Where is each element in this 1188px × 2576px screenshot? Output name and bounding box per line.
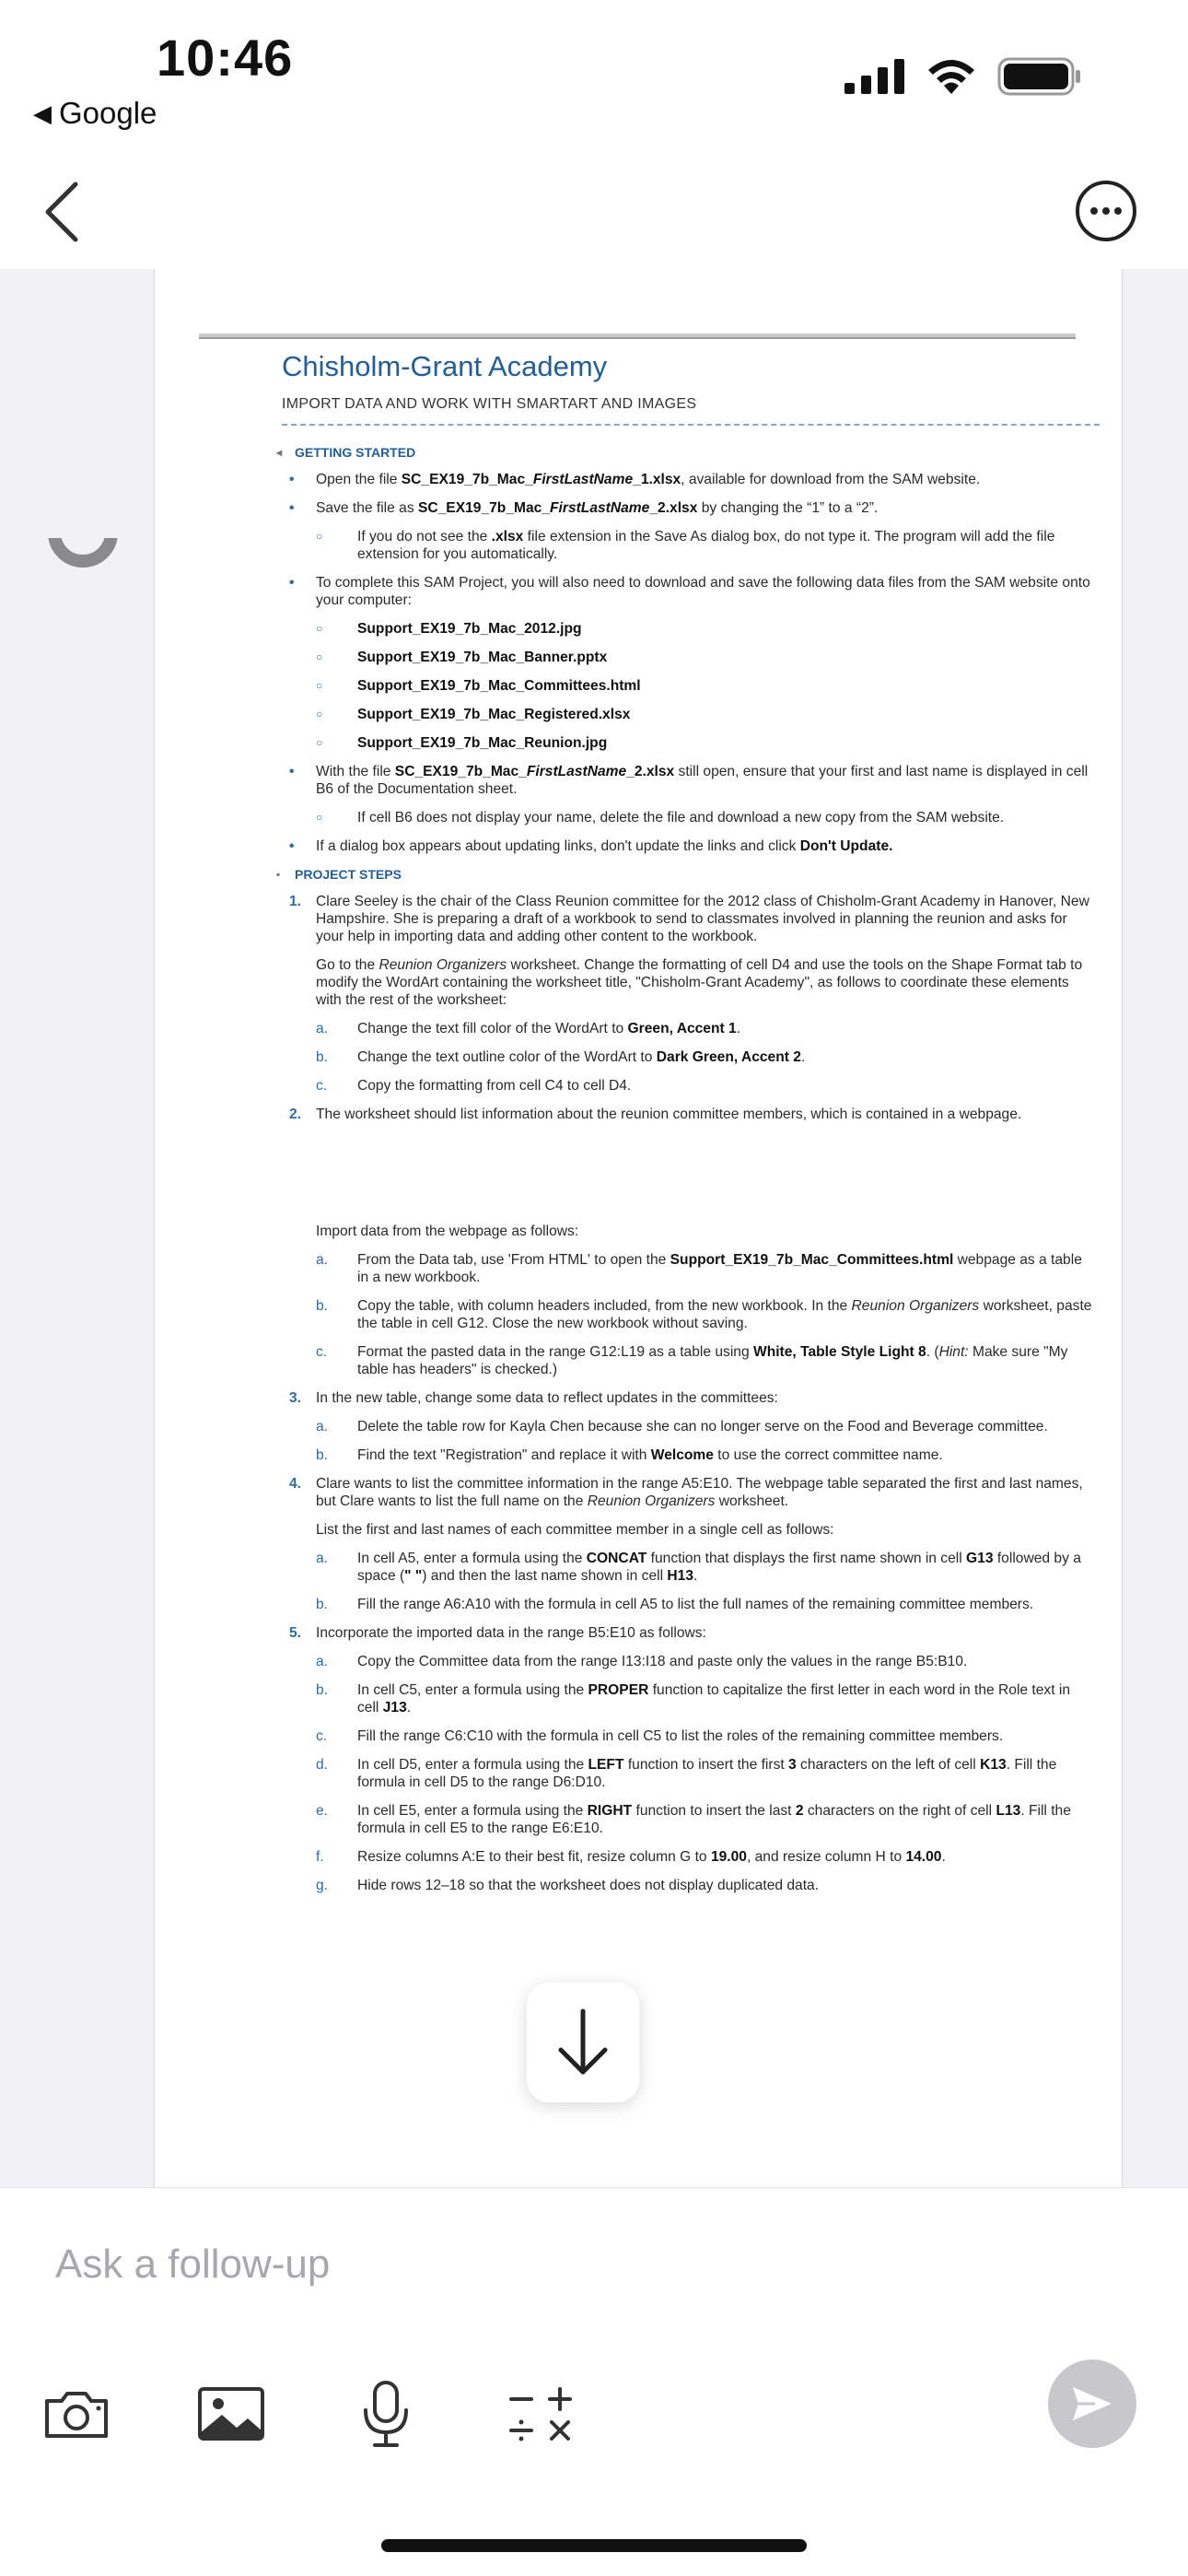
ellipsis-circle-icon bbox=[1074, 179, 1138, 243]
doc-header-rule bbox=[199, 334, 1076, 339]
camera-button[interactable] bbox=[35, 2372, 118, 2455]
send-button[interactable] bbox=[1048, 2359, 1136, 2448]
section-getting-started: ◂ GETTING STARTED bbox=[276, 445, 416, 460]
math-operators-icon bbox=[506, 2381, 576, 2447]
image-icon bbox=[196, 2385, 266, 2442]
doc-body: ◂ GETTING STARTED • Open the file SC_EX19_7b_Mac_FirstLastName_1.xlsx, available for download from the SAM website. • Save the file as SC_EX19_7b_Mac_FirstLastName_2.xlsx by changing the “1” to a “2”. ○ If you do not see the .xlsx file extension in the Save As dialog box, do not type it. The program will add the file extension for you automatically. • To complete this SAM Project, you will also need to download and save the following data files from the SAM website onto your computer: ○ Support_EX19_7b_Mac_2012.jpg ○ Support_EX19_7b_Mac_Banner.pptx ○ Support_EX19_7b_Mac_Committees.html ○ Support_EX19_7b_Mac_Registered.xlsx ○ Support_EX19_7b_Mac_Reunion.jpg • With the file SC_EX19_7b_Mac_FirstLastName_2.xlsx still open, ensure that your first and last name is displayed in cell B6 of the Documentation sheet. ○ If cell B6 does not display your name, delete the file and download a new copy from the SAM website. • If a dialog box appears about updating links, don't update the links and click Don't Update. ▪ PROJECT STEPS 1. Clare Seeley is the chair of the Class Reunion committee for the 2012 class of Chisholm-Grant Academy in Hanover, New Hampshire. She is preparing a draft of a workbook to send to classmates involved in planning the reunion and asks for your help in importing data and adding other content to the workbook. Go to the Reunion Organizers worksheet. Change the formatting of cell D4 and use the tools on the Shape Format tab to modify the WordArt containing the worksheet title, "Chisholm-Grant Academy", as follows to coordinate these elements with the rest of the worksheet: a. Change the text fill color of the WordArt to Green, Accent 1. b. Change the text outline color of the WordArt to Dark Green, Accent 2. c. Copy the formatting from cell C4 to cell D4. 2. The worksheet should list information about the reunion committee members, which is contained in a webpage. Import data from the webpage as follows: a. From the Data tab, use 'From HTML' to open the Support_EX19_7b_Mac_Committees.html webpage as a table in a new workbook. b. Copy the table, with column headers included, from the new workbook. In the Reunion Organizers worksheet, paste the table in cell G12. Close the new workbook without saving. c. Format the pasted data in the range G12:L19 as a table using White, Table Style Light 8. (Hint: Make sure "My table has headers" is checked.) 3. In the new table, change some data to reflect updates in the committees: a. Delete the table row for Kayla Chen because she can no longer serve on the Food and Beverage committee. b. Find the text "Registration" and replace it with Welcome to use the correct committee name. 4. Clare wants to list the committee information in the range A5:E10. The webpage table separated the first and last names, but Clare wants to list the full name on the Reunion Organizers worksheet. List the first and last names of each committee member in a single cell as follows: a. In cell A5, enter a formula using the CONCAT function that displays the first name shown in cell G13 followed by a space (" ") and then the last name shown in cell H13. b. Fill the range A6:A10 with the formula in cell A5 to list the full names of the remaining committee members. 5. Incorporate the imported data in the range B5:E10 as follows: a. Copy the Committee data from the range I13:I18 and paste only the values in the range B5:B10. b. In cell C5, enter a formula using the PROPER function to capitalize the first letter in each word in the Role text in cell J13. c. Fill the range C6:C10 with the formula in cell C5 to list the roles of the remaining committee members. d. In cell D5, enter a formula using the LEFT function to insert the first 3 characters on the left of cell K13. Fill the formula in cell D5 to the range D6:D10. e. In cell E5, enter a formula using the RIGHT function to insert the last 2 characters on the right of cell L13. Fill the formula in cell E5 to the range E6:E10. f. Resize columns A:E to their best fit, resize column G to 19.00, and resize column H to 14.00. g. Hide rows 12–18 so that the worksheet does not display duplicated data. bbox=[276, 445, 1092, 1893]
nav-back-button[interactable] bbox=[37, 175, 92, 249]
scroll-down-button[interactable] bbox=[527, 1983, 639, 2102]
arrow-down-icon bbox=[555, 2008, 611, 2078]
doc-title: Chisholm-Grant Academy bbox=[282, 350, 608, 382]
chevron-left-icon bbox=[37, 175, 92, 249]
send-icon bbox=[1069, 2383, 1115, 2424]
document-viewer[interactable] bbox=[0, 269, 1188, 2187]
home-indicator bbox=[381, 2539, 807, 2552]
section-project-steps: ▪ PROJECT STEPS bbox=[276, 867, 402, 882]
more-options-button[interactable] bbox=[1074, 179, 1138, 243]
back-triangle-icon: ◀ bbox=[33, 99, 52, 127]
cellular-signal-icon bbox=[844, 59, 905, 94]
follow-up-input[interactable]: Ask a follow-up bbox=[55, 2242, 331, 2287]
image-button[interactable] bbox=[190, 2372, 273, 2455]
avatar-partial bbox=[48, 538, 118, 568]
document-image bbox=[155, 269, 1122, 2187]
doc-divider bbox=[282, 424, 1100, 426]
math-button[interactable] bbox=[499, 2372, 582, 2455]
back-app-label: Google bbox=[59, 96, 157, 130]
camera-icon bbox=[41, 2386, 111, 2441]
status-icons bbox=[844, 57, 1082, 96]
back-to-app-link[interactable] bbox=[33, 96, 157, 131]
microphone-icon bbox=[360, 2379, 412, 2449]
battery-icon bbox=[997, 57, 1082, 96]
wifi-icon bbox=[926, 57, 977, 96]
composer bbox=[0, 2187, 1188, 2576]
status-time: 10:46 bbox=[157, 29, 294, 87]
microphone-button[interactable] bbox=[344, 2372, 427, 2455]
doc-subtitle: IMPORT DATA AND WORK WITH SMARTART AND IMAGES bbox=[282, 396, 697, 412]
